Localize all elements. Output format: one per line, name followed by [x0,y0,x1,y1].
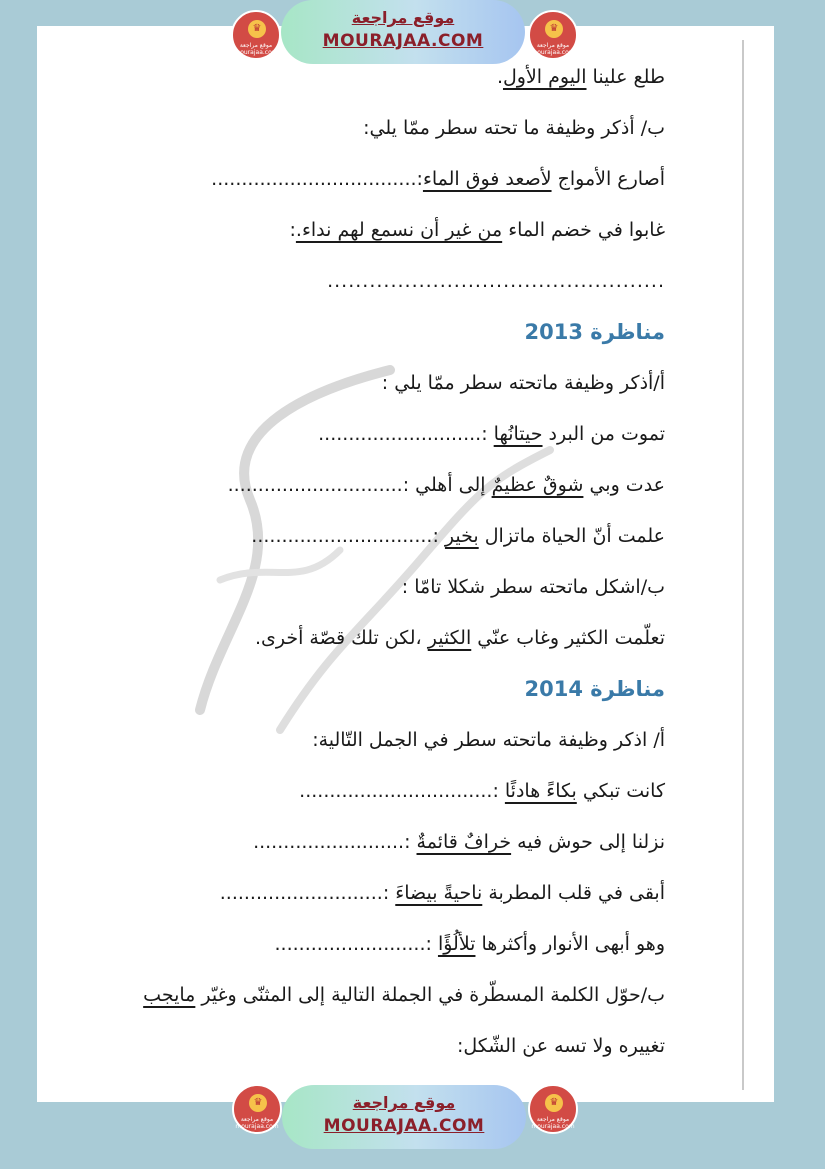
logo-caption: موقع مراجعة mourajaa.com [234,42,278,56]
line-text: ب/اشكل ماتحته سطر شكلا تامّا : [401,576,665,598]
logo-mark-icon: ♛ [545,20,563,38]
exercise-line [95,154,665,205]
line-text: ب/ أذكر وظيفة ما تحته سطر ممّا يلي: [363,117,665,139]
line-text: أ/أذكر وظيفة ماتحته سطر ممّا يلي : [381,372,665,394]
logo-mark-icon: ♛ [545,1094,563,1112]
answer-blank: ......................... [274,933,426,955]
line-text: عدت وبي [583,474,665,496]
line-text: نزلنا إلى حوش فيه [511,831,665,853]
logo-caption: موقع مراجعة mourajaa.com [235,1116,279,1130]
line-text: : [404,831,417,853]
line-text: مناظرة 2014 [524,677,665,701]
line-text: : [492,780,505,802]
exercise-line [95,511,665,562]
answer-blank: ........................... [318,423,482,445]
answer-blank: ................................ [299,780,493,802]
logo-mark-icon: ♛ [248,20,266,38]
site-logo-icon[interactable] [528,1084,578,1134]
line-text: : [382,882,396,904]
exercise-line [95,460,665,511]
section-heading [95,664,665,715]
exercise-line [95,613,665,664]
line-text: أ/ اذكر وظيفة ماتحته سطر في الجمل التّالية: [312,729,665,751]
line-text: وهو أبهى الأنوار وأكثرها [475,933,665,955]
line-text: كانت تبكي [576,780,665,802]
page-edge-rule [742,40,744,1090]
underlined-phrase: بخير [444,525,479,547]
line-text: تعلّمت الكثير وغاب عنّي [471,627,665,649]
exercise-line [95,358,665,409]
exercise-line [95,766,665,817]
exercise-line [95,409,665,460]
underlined-phrase: الكثير [427,627,472,649]
site-badge-bottom[interactable] [282,1085,526,1149]
site-logo-icon[interactable] [232,1084,282,1134]
line-text: أبقى في قلب المطربة [482,882,665,904]
exercise-line [95,715,665,766]
section-heading [95,307,665,358]
answer-blank: ......................... [253,831,405,853]
line-text: : [425,933,438,955]
underlined-phrase: تلألُؤًا [437,933,476,955]
exercise-line [95,970,665,1021]
site-name-latin: MOURAJAA.COM [323,1116,485,1136]
line-text: : [432,525,445,547]
exercise-line [95,868,665,919]
exercise-line [95,205,665,256]
answer-blank: .................................. [211,168,417,190]
underlined-phrase: من غير أن نسمع لهم نداء. [295,219,503,241]
underlined-phrase: خرافٌ قائمةٌ [416,831,512,853]
answer-blank: .............................. [251,525,433,547]
underlined-phrase: ناحيةً بيضاءَ [395,882,483,904]
site-name-arabic: موقع مراجعة [352,1093,456,1112]
line-text: مناظرة 2013 [524,320,665,344]
site-logo-icon[interactable] [231,10,281,60]
site-badge-top[interactable] [281,0,525,64]
site-name-arabic: موقع مراجعة [351,8,455,27]
exercise-line [95,103,665,154]
logo-caption: موقع مراجعة mourajaa.com [531,42,575,56]
underlined-phrase: لأصعد فوق الماء [422,168,552,190]
exercise-line [95,562,665,613]
line-text: ،لكن تلك قصّة أخرى. [254,627,428,649]
underlined-phrase: مايجب [143,984,196,1006]
line-text: طلع علينا [586,66,665,88]
line-text: ب/حوّل الكلمة المسطّرة في الجملة التالية إلى المثنّى وغيّر [195,984,665,1006]
line-text: تغييره ولا تسه عن الشّكل: [456,1035,665,1057]
site-name-latin: MOURAJAA.COM [322,31,484,51]
line-text: غابوا في خضم الماء [502,219,665,241]
line-text: : [416,168,423,190]
exercise-content [95,52,665,1072]
line-text: تموت من البرد [542,423,665,445]
underlined-phrase: شوقٌ عظيمٌ [491,474,584,496]
line-text: : [289,219,296,241]
site-logo-icon[interactable] [528,10,578,60]
exercise-line [95,256,665,307]
underlined-phrase: حيتانُها [493,423,543,445]
exercise-line [95,919,665,970]
line-text: : [481,423,494,445]
line-text: علمت أنّ الحياة ماتزال [478,525,665,547]
answer-blank: ................................................ [327,270,665,292]
exercise-line [95,817,665,868]
logo-mark-icon: ♛ [249,1094,267,1112]
line-text: إلى أهلي : [402,474,492,496]
line-text: أصارع الأمواج [551,168,665,190]
answer-blank: ............................. [227,474,403,496]
answer-blank: ........................... [219,882,383,904]
logo-caption: موقع مراجعة mourajaa.com [531,1116,575,1130]
underlined-phrase: بكاءً هادئًا [504,780,577,802]
underlined-phrase: اليوم الأول [502,66,587,88]
line-text: . [496,66,503,88]
exercise-line [95,1021,665,1072]
